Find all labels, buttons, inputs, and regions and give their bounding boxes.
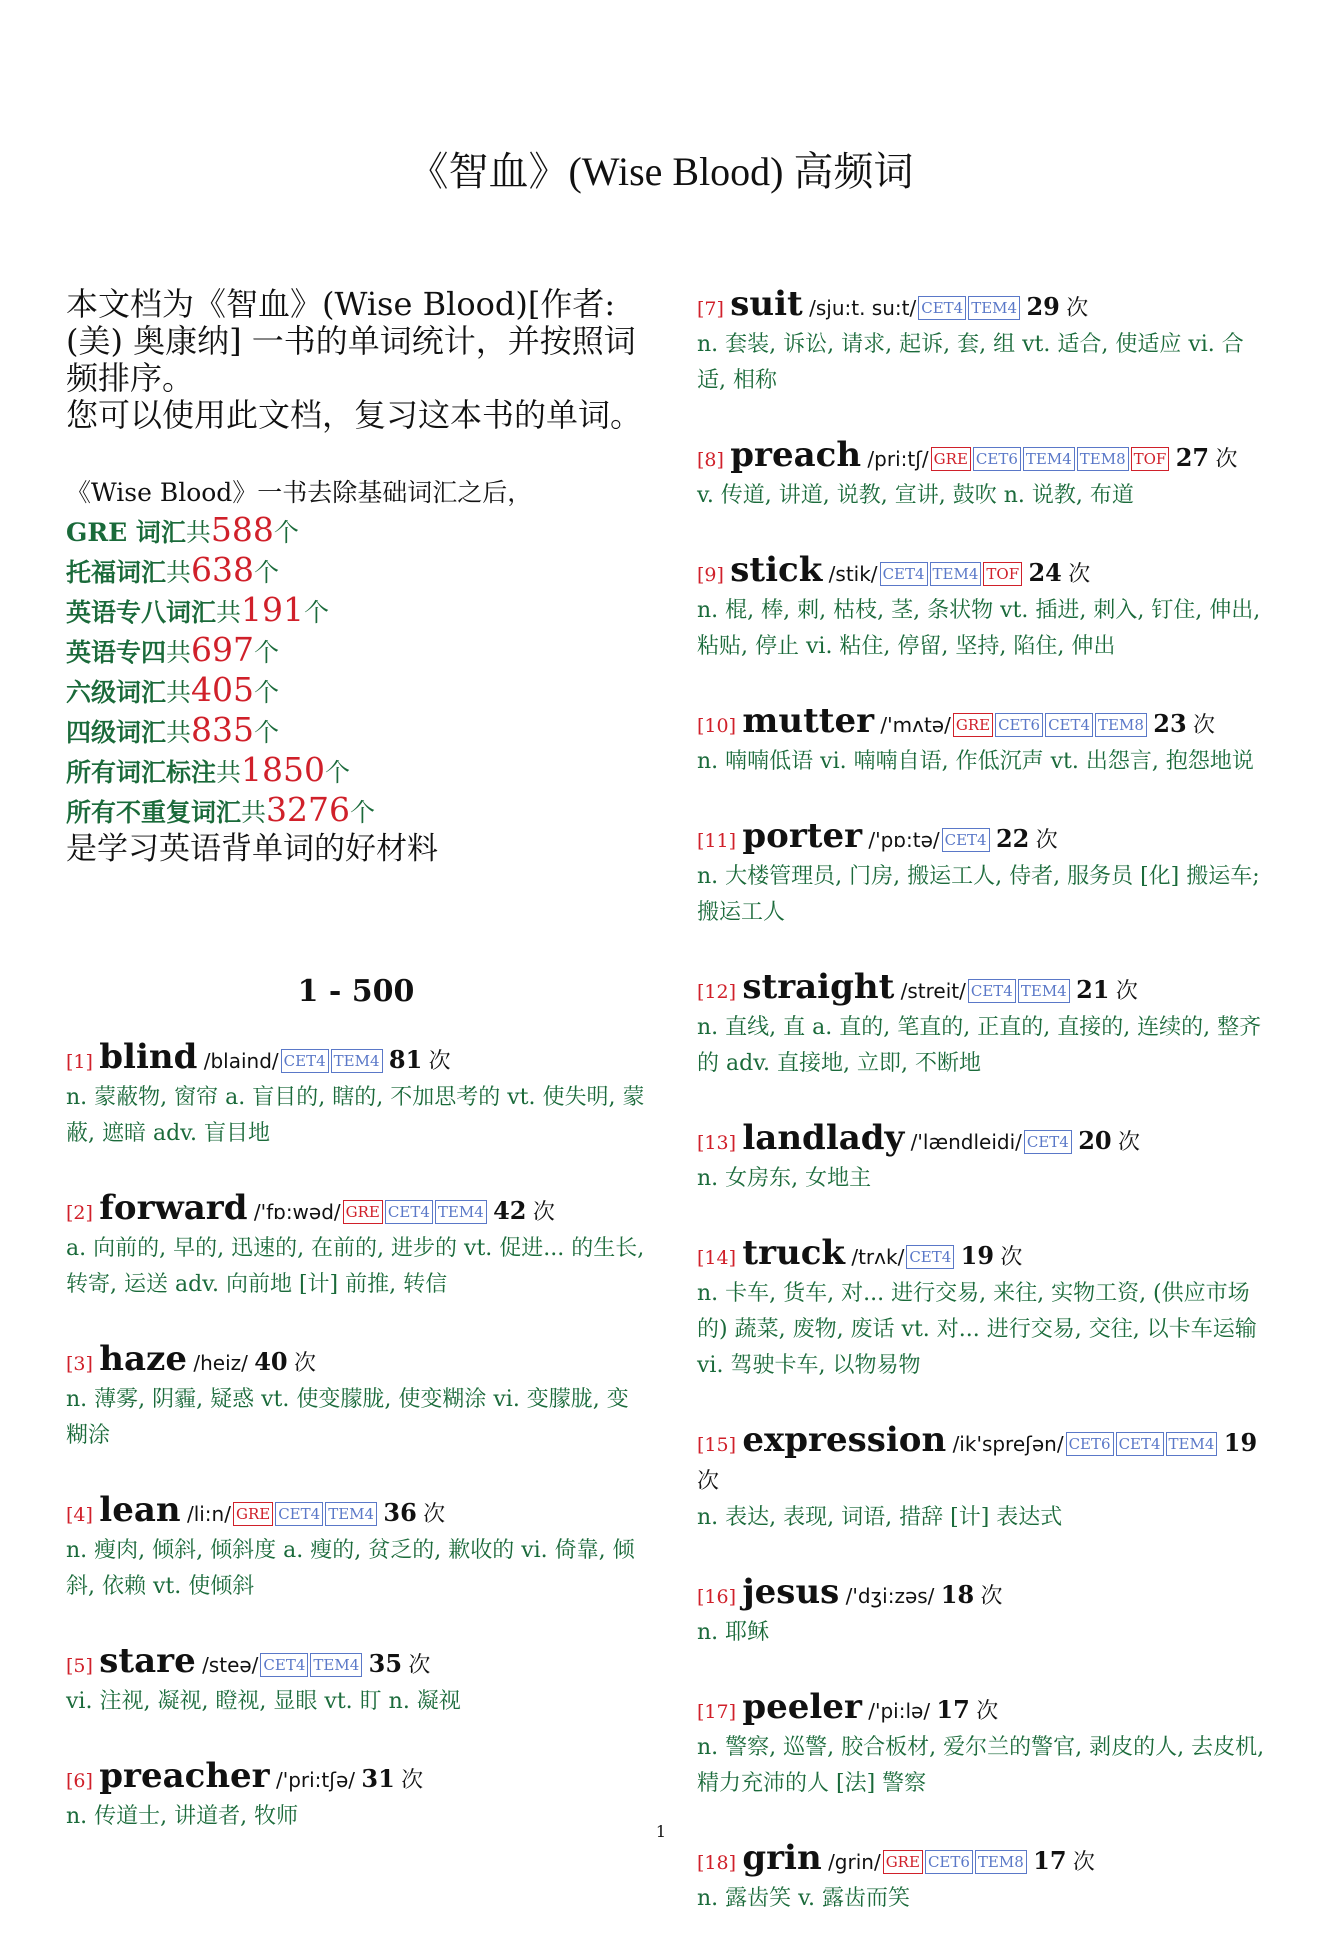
entry-phonetic: /'lændleidi/ [910,1130,1022,1154]
entry-times-label: 次 [428,1049,451,1074]
entry-header [697,818,1272,859]
entry-count: 24 [1028,558,1062,587]
entry-count: 31 [361,1764,395,1793]
stat-unit: 个 [273,518,299,547]
entry-definition: n. 卡车, 货车, 对... 进行交易, 来往, 实物工资, (供应市场的) 蔬菜, 废物, 废话 vt. 对... 进行交易, 交往, 以卡车运输 vi. 驾驶卡车, 以物易物 [697,1281,1257,1378]
entry-times-label: 次 [408,1653,431,1678]
exam-tag: TEM8 [1095,713,1147,737]
exam-tag: CET6 [1066,1432,1114,1456]
word-entry [66,1039,646,1152]
exam-tag: GRE [883,1850,923,1874]
entry-header [66,1039,646,1080]
exam-tag: CET4 [1024,1130,1072,1154]
exam-tag: CET4 [968,979,1016,1003]
word-entry [697,818,1272,931]
entry-index: [13] [697,1132,737,1154]
entry-times-label: 次 [423,1502,446,1527]
entry-count: 17 [936,1695,970,1724]
exam-tag: GRE [931,447,971,471]
stat-number: 3276 [266,790,351,829]
entry-word: stick [730,550,823,590]
exam-tag: TOF [983,562,1022,586]
exam-tag: TEM4 [435,1200,487,1224]
entry-word: grin [742,1838,822,1878]
stat-number: 588 [210,510,274,549]
stat-suffix: 共 [241,798,267,827]
exam-tag: CET4 [1116,1432,1164,1456]
stat-label: 托福词汇 [66,558,167,587]
entry-index: [9] [697,564,724,586]
exam-tag: CET4 [275,1502,323,1526]
entry-definition: n. 表达, 表现, 词语, 措辞 [计] 表达式 [697,1505,1063,1530]
entry-phonetic: /'pi:lə/ [868,1699,931,1723]
entry-definition: n. 警察, 巡警, 胶合板材, 爱尔兰的警官, 剥皮的人, 去皮机, 精力充沛的人 [法] 警察 [697,1735,1265,1796]
exam-tag: TEM4 [1023,447,1075,471]
entry-definition: n. 露齿笑 v. 露齿而笑 [697,1886,910,1911]
stat-label: 四级词汇 [66,718,167,747]
entry-header [66,1492,646,1533]
entry-count: 19 [1223,1428,1258,1457]
entry-index: [10] [697,715,737,737]
entry-header [697,1422,1272,1500]
stat-unit: 个 [325,758,351,787]
entry-definition: vi. 注视, 凝视, 瞪视, 显眼 vt. 盯 n. 凝视 [66,1689,461,1714]
entry-definition: n. 直线, 直 a. 直的, 笔直的, 正直的, 直接的, 连续的, 整齐的 adv. 直接地, 立即, 不断地 [697,1015,1262,1076]
entry-header [66,1190,646,1231]
entry-count: 27 [1175,443,1210,472]
stat-label: GRE 词汇 [66,518,186,547]
exam-tag: TEM8 [1077,447,1129,471]
entry-times-label: 次 [293,1351,316,1376]
entry-header [697,1574,1272,1615]
stat-row [66,511,646,551]
exam-tag: TEM4 [331,1049,383,1073]
stat-suffix: 共 [166,678,192,707]
stat-suffix: 共 [216,598,242,627]
word-entry [697,1120,1272,1197]
entry-index: [15] [697,1434,737,1456]
entry-phonetic: /pri:tʃ/ [867,447,929,471]
entry-definition: n. 薄雾, 阴霾, 疑惑 vt. 使变朦胧, 使变糊涂 vi. 变朦胧, 变糊涂 [66,1387,629,1448]
entry-definition: n. 喃喃低语 vi. 喃喃自语, 作低沉声 vt. 出怨言, 抱怨地说 [697,749,1254,774]
entry-phonetic: /steə/ [202,1653,259,1677]
exam-tag: GRE [953,713,993,737]
entry-times-label: 次 [1035,828,1058,853]
entry-phonetic: /'pri:tʃə/ [275,1768,356,1792]
entry-count: 20 [1078,1126,1112,1155]
exam-tag: TEM4 [1018,979,1070,1003]
stat-unit: 个 [254,678,280,707]
entry-word: straight [742,967,895,1007]
entry-times-label: 次 [1068,562,1091,587]
stats-lead: 《Wise Blood》一书去除基础词汇之后， [66,478,533,507]
stat-row [66,631,646,671]
entry-word: landlady [742,1118,905,1158]
exam-tag: CET4 [281,1049,329,1073]
entry-index: [16] [697,1586,737,1608]
stat-suffix: 共 [185,518,211,547]
entry-phonetic: /'dʒi:zəs/ [845,1584,935,1608]
entry-header [66,1643,646,1684]
entry-definition: n. 传道士, 讲道者, 牧师 [66,1804,299,1829]
entry-word: preacher [99,1756,270,1796]
entry-count: 23 [1153,709,1187,738]
stat-number: 191 [241,590,305,629]
exam-tag: TEM4 [968,296,1020,320]
entry-phonetic: /'fɒ:wəd/ [253,1200,341,1224]
stat-row [66,711,646,751]
entry-header [697,286,1272,327]
stat-unit: 个 [254,718,280,747]
exam-tag: TEM4 [930,562,982,586]
entry-word: blind [99,1037,198,1077]
stat-number: 638 [191,550,255,589]
entry-phonetic: /streit/ [900,979,966,1003]
entry-header [697,703,1272,744]
word-entry [697,286,1272,399]
stat-suffix: 共 [166,638,192,667]
entry-header [697,1840,1272,1881]
exam-tag: TEM8 [975,1850,1027,1874]
stat-row [66,591,646,631]
entry-phonetic: /ik'spreʃən/ [952,1432,1064,1456]
stat-label: 所有词汇标注 [66,758,217,787]
entry-header [697,552,1272,593]
entry-count: 22 [995,824,1030,853]
stat-number: 405 [191,670,255,709]
word-entry [66,1341,646,1454]
stat-unit: 个 [350,798,376,827]
entry-phonetic: /stik/ [828,562,878,586]
entry-index: [6] [66,1770,93,1792]
left-column [66,286,646,1873]
entry-count: 17 [1033,1846,1067,1875]
stat-unit: 个 [254,558,280,587]
entry-word: truck [742,1233,845,1273]
entry-word: forward [99,1188,248,1228]
word-list-right [697,286,1272,1917]
range-heading: 1 - 500 [297,974,415,1009]
entry-word: porter [742,816,862,856]
exam-tag: TEM4 [1166,1432,1218,1456]
entry-phonetic: /sju:t. su:t/ [809,296,917,320]
entry-header [697,969,1272,1010]
entry-phonetic: /'pɒ:tə/ [868,828,940,852]
entry-times-label: 次 [1117,1130,1140,1155]
stat-row [66,671,646,711]
entry-phonetic: /'mʌtə/ [880,713,951,737]
word-entry [66,1643,646,1720]
stat-number: 697 [191,630,255,669]
entry-phonetic: /grin/ [828,1850,881,1874]
entry-phonetic: /heiz/ [193,1351,248,1375]
exam-tag: CET4 [918,296,966,320]
stat-row [66,751,646,791]
stats-list [66,511,646,831]
exam-tag: CET4 [385,1200,433,1224]
page-number: 1 [655,1822,667,1841]
word-entry [697,1574,1272,1651]
word-entry [697,1235,1272,1384]
entry-times-label: 次 [532,1200,555,1225]
exam-tag: TOF [1131,447,1170,471]
word-entry [697,1840,1272,1917]
word-entry [697,969,1272,1082]
entry-word: peeler [742,1687,862,1727]
entry-count: 18 [940,1580,975,1609]
entry-definition: n. 瘦肉, 倾斜, 倾斜度 a. 瘦的, 贫乏的, 歉收的 vi. 倚靠, 倾斜, 依赖 vt. 使倾斜 [66,1538,635,1599]
entry-word: mutter [742,701,875,741]
stats-block [66,474,646,868]
entry-header [697,1235,1272,1276]
entry-index: [8] [697,449,724,471]
right-column [697,286,1272,1955]
word-entry [697,1422,1272,1536]
entry-word: stare [99,1641,196,1681]
entry-definition: v. 传道, 讲道, 说教, 宣讲, 鼓吹 n. 说教, 布道 [697,483,1134,508]
stat-number: 835 [191,710,255,749]
entry-definition: n. 耶稣 [697,1620,770,1645]
stat-unit: 个 [304,598,330,627]
entry-index: [12] [697,981,737,1003]
exam-tag: CET4 [260,1653,308,1677]
stat-label: 所有不重复词汇 [66,798,242,827]
exam-tag: CET6 [925,1850,973,1874]
entry-times-label: 次 [1215,447,1238,472]
entry-times-label: 次 [1193,713,1216,738]
exam-tag: TEM4 [325,1502,377,1526]
stat-suffix: 共 [166,558,192,587]
word-entry [697,703,1272,780]
exam-tag: CET4 [906,1245,954,1269]
stat-row [66,791,646,831]
entry-header [697,1120,1272,1161]
exam-tag: TEM4 [310,1653,362,1677]
entry-definition: n. 女房东, 女地主 [697,1166,872,1191]
entry-times-label: 次 [697,1469,720,1494]
entry-times-label: 次 [1072,1850,1095,1875]
entry-count: 42 [493,1196,527,1225]
stat-label: 六级词汇 [66,678,167,707]
exam-tag: CET6 [995,713,1043,737]
word-list-left [66,1039,646,1835]
entry-index: [18] [697,1852,737,1874]
entry-times-label: 次 [1066,296,1089,321]
entry-count: 29 [1026,292,1060,321]
word-entry [697,1689,1272,1802]
stat-row [66,551,646,591]
entry-count: 81 [388,1045,423,1074]
stat-label: 英语专八词汇 [66,598,217,627]
entry-times-label: 次 [976,1699,999,1724]
entry-count: 21 [1076,975,1110,1004]
stat-suffix: 共 [216,758,242,787]
word-entry [66,1492,646,1605]
word-entry [697,437,1272,514]
entry-times-label: 次 [401,1768,424,1793]
entry-word: preach [730,435,862,475]
entry-word: suit [730,284,803,324]
entry-index: [17] [697,1701,737,1723]
exam-tag: CET4 [942,828,990,852]
entry-index: [14] [697,1247,737,1269]
exam-tag: CET6 [973,447,1021,471]
entry-phonetic: /blaind/ [203,1049,279,1073]
stat-label: 英语专四 [66,638,167,667]
entry-header [697,437,1272,478]
entry-header [66,1758,646,1799]
exam-tag: GRE [343,1200,383,1224]
entry-count: 35 [368,1649,403,1678]
entry-word: haze [99,1339,187,1379]
entry-definition: n. 蒙蔽物, 窗帘 a. 盲目的, 瞎的, 不加思考的 vt. 使失明, 蒙蔽, 遮暗 adv. 盲目地 [66,1085,645,1146]
entry-times-label: 次 [1000,1245,1023,1270]
stat-number: 1850 [241,750,326,789]
entry-definition: n. 大楼管理员, 门房, 搬运工人, 侍者, 服务员 [化] 搬运车; 搬运工人 [697,864,1260,925]
entry-header [66,1341,646,1382]
entry-count: 36 [383,1498,417,1527]
entry-definition: n. 棍, 棒, 刺, 枯枝, 茎, 条状物 vt. 插进, 刺入, 钉住, 伸出, 粘贴, 停止 vi. 粘住, 停留, 坚持, 陷住, 伸出 [697,598,1261,659]
entry-phonetic: /li:n/ [186,1502,231,1526]
entry-word: lean [99,1490,181,1530]
entry-index: [2] [66,1202,93,1224]
exam-tag: CET4 [880,562,928,586]
entry-word: expression [742,1420,947,1460]
entry-definition: n. 套装, 诉讼, 请求, 起诉, 套, 组 vt. 适合, 使适应 vi. 合适, 相称 [697,332,1244,393]
entry-index: [3] [66,1353,93,1375]
exam-tag: CET4 [1045,713,1093,737]
word-entry [66,1190,646,1303]
entry-index: [5] [66,1655,93,1677]
entry-index: [7] [697,298,724,320]
stat-unit: 个 [254,638,280,667]
entry-phonetic: /trʌk/ [851,1245,905,1269]
entry-header [697,1689,1272,1730]
entry-count: 19 [960,1241,995,1270]
entry-times-label: 次 [1115,979,1138,1004]
entry-word: jesus [742,1572,840,1612]
entry-index: [11] [697,830,737,852]
entry-count: 40 [254,1347,288,1376]
stat-suffix: 共 [166,718,192,747]
entry-index: [1] [66,1051,93,1073]
entry-index: [4] [66,1504,93,1526]
stats-closing: 是学习英语背单词的好材料 [66,831,438,867]
entry-definition: a. 向前的, 早的, 迅速的, 在前的, 进步的 vt. 促进... 的生长, 转寄, 运送 adv. 向前地 [计] 前推, 转信 [66,1236,645,1297]
page-title: 《智血》(Wise Blood) 高频词 [408,149,914,194]
entry-times-label: 次 [980,1584,1003,1609]
word-entry [697,552,1272,665]
exam-tag: GRE [233,1502,273,1526]
intro-text: 本文档为《智血》(Wise Blood)[作者: (美) 奥康纳] 一书的单词统计，并按照词频排序。 您可以使用此文档，复习这本书的单词。 [66,285,643,434]
